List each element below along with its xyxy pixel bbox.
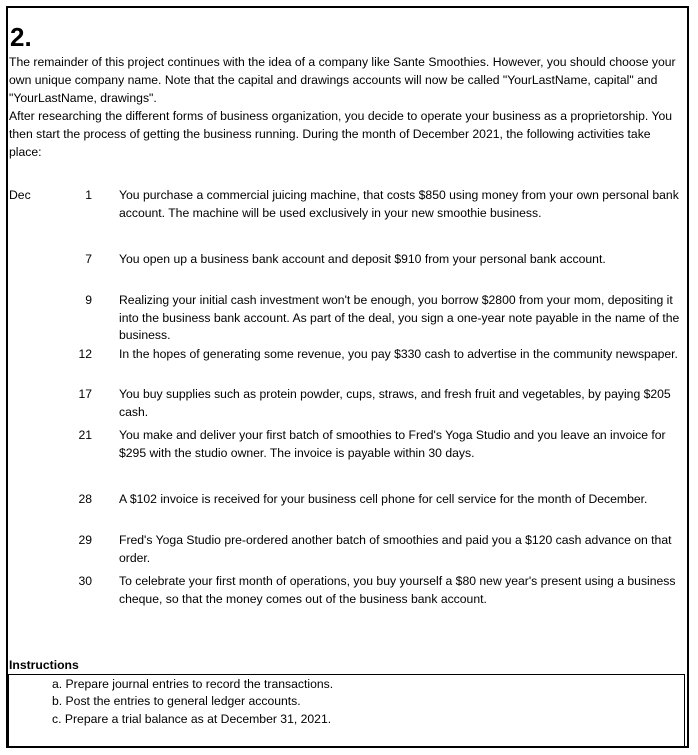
intro-paragraph: The remainder of this project continues with the idea of a company like Sante Smoothies. However, you should choose your own unique company name. Note that the capital and drawings accounts will now be called "YourLastName, capital" and "YourLastName, drawings". xyxy=(9,55,676,105)
transaction-description: You open up a business bank account and deposit $910 from your personal bank account. xyxy=(119,252,606,266)
transaction-description: You buy supplies such as protein powder, cups, straws, and fresh fruit and vegetables, by paying $205 cash. xyxy=(119,387,671,419)
transaction-description: In the hopes of generating some revenue, you pay $330 cash to advertise in the community newspaper. xyxy=(119,347,678,361)
transaction-description: Fred's Yoga Studio pre-ordered another batch of smoothies and paid you a $120 cash advance on that order. xyxy=(119,533,672,565)
transaction-day: 28 xyxy=(78,492,92,506)
transaction-description: You make and deliver your first batch of smoothies to Fred's Yoga Studio and you leave an invoice for $295 with the studio owner. The invoice is payable within 30 days. xyxy=(119,428,666,460)
instructions-title: Instructions xyxy=(9,658,79,672)
transaction-description: Realizing your initial cash investment won't be enough, you borrow $2800 from your mom, depositing it into the business bank account. As part of the deal, you sign a one-year note payable in the name of the business. xyxy=(119,293,680,342)
transaction-day: 21 xyxy=(78,428,92,442)
transaction-day: 30 xyxy=(78,574,92,588)
instruction-item: c. Prepare a trial balance as at December 31, 2021. xyxy=(52,712,332,726)
instruction-item: a. Prepare journal entries to record the transactions. xyxy=(52,677,334,691)
instruction-item: b. Post the entries to general ledger accounts. xyxy=(52,694,301,708)
transaction-description: A $102 invoice is received for your business cell phone for cell service for the month of December. xyxy=(119,492,648,506)
transaction-day: 17 xyxy=(78,387,92,401)
question-number: 2. xyxy=(10,22,32,52)
transaction-day: 29 xyxy=(78,533,92,547)
transaction-day: 1 xyxy=(85,188,92,202)
transaction-description: To celebrate your first month of operations, you buy yourself a $80 new year's present using a business cheque, so that the money comes out of the business bank account. xyxy=(119,574,676,606)
transaction-day: 7 xyxy=(85,252,92,266)
transaction-day: 12 xyxy=(78,347,92,361)
transaction-day: 9 xyxy=(85,293,92,307)
intro-paragraph: After researching the different forms of business organization, you decide to operate your business as a proprietorship. You then start the process of getting the business running. During the month of December 2021, the following activities take place: xyxy=(9,109,673,159)
intro-text xyxy=(9,53,681,161)
transaction-description: You purchase a commercial juicing machine, that costs $850 using money from your own personal bank account. The machine will be used exclusively in your new smoothie business. xyxy=(119,188,679,220)
month-label: Dec xyxy=(9,188,31,202)
